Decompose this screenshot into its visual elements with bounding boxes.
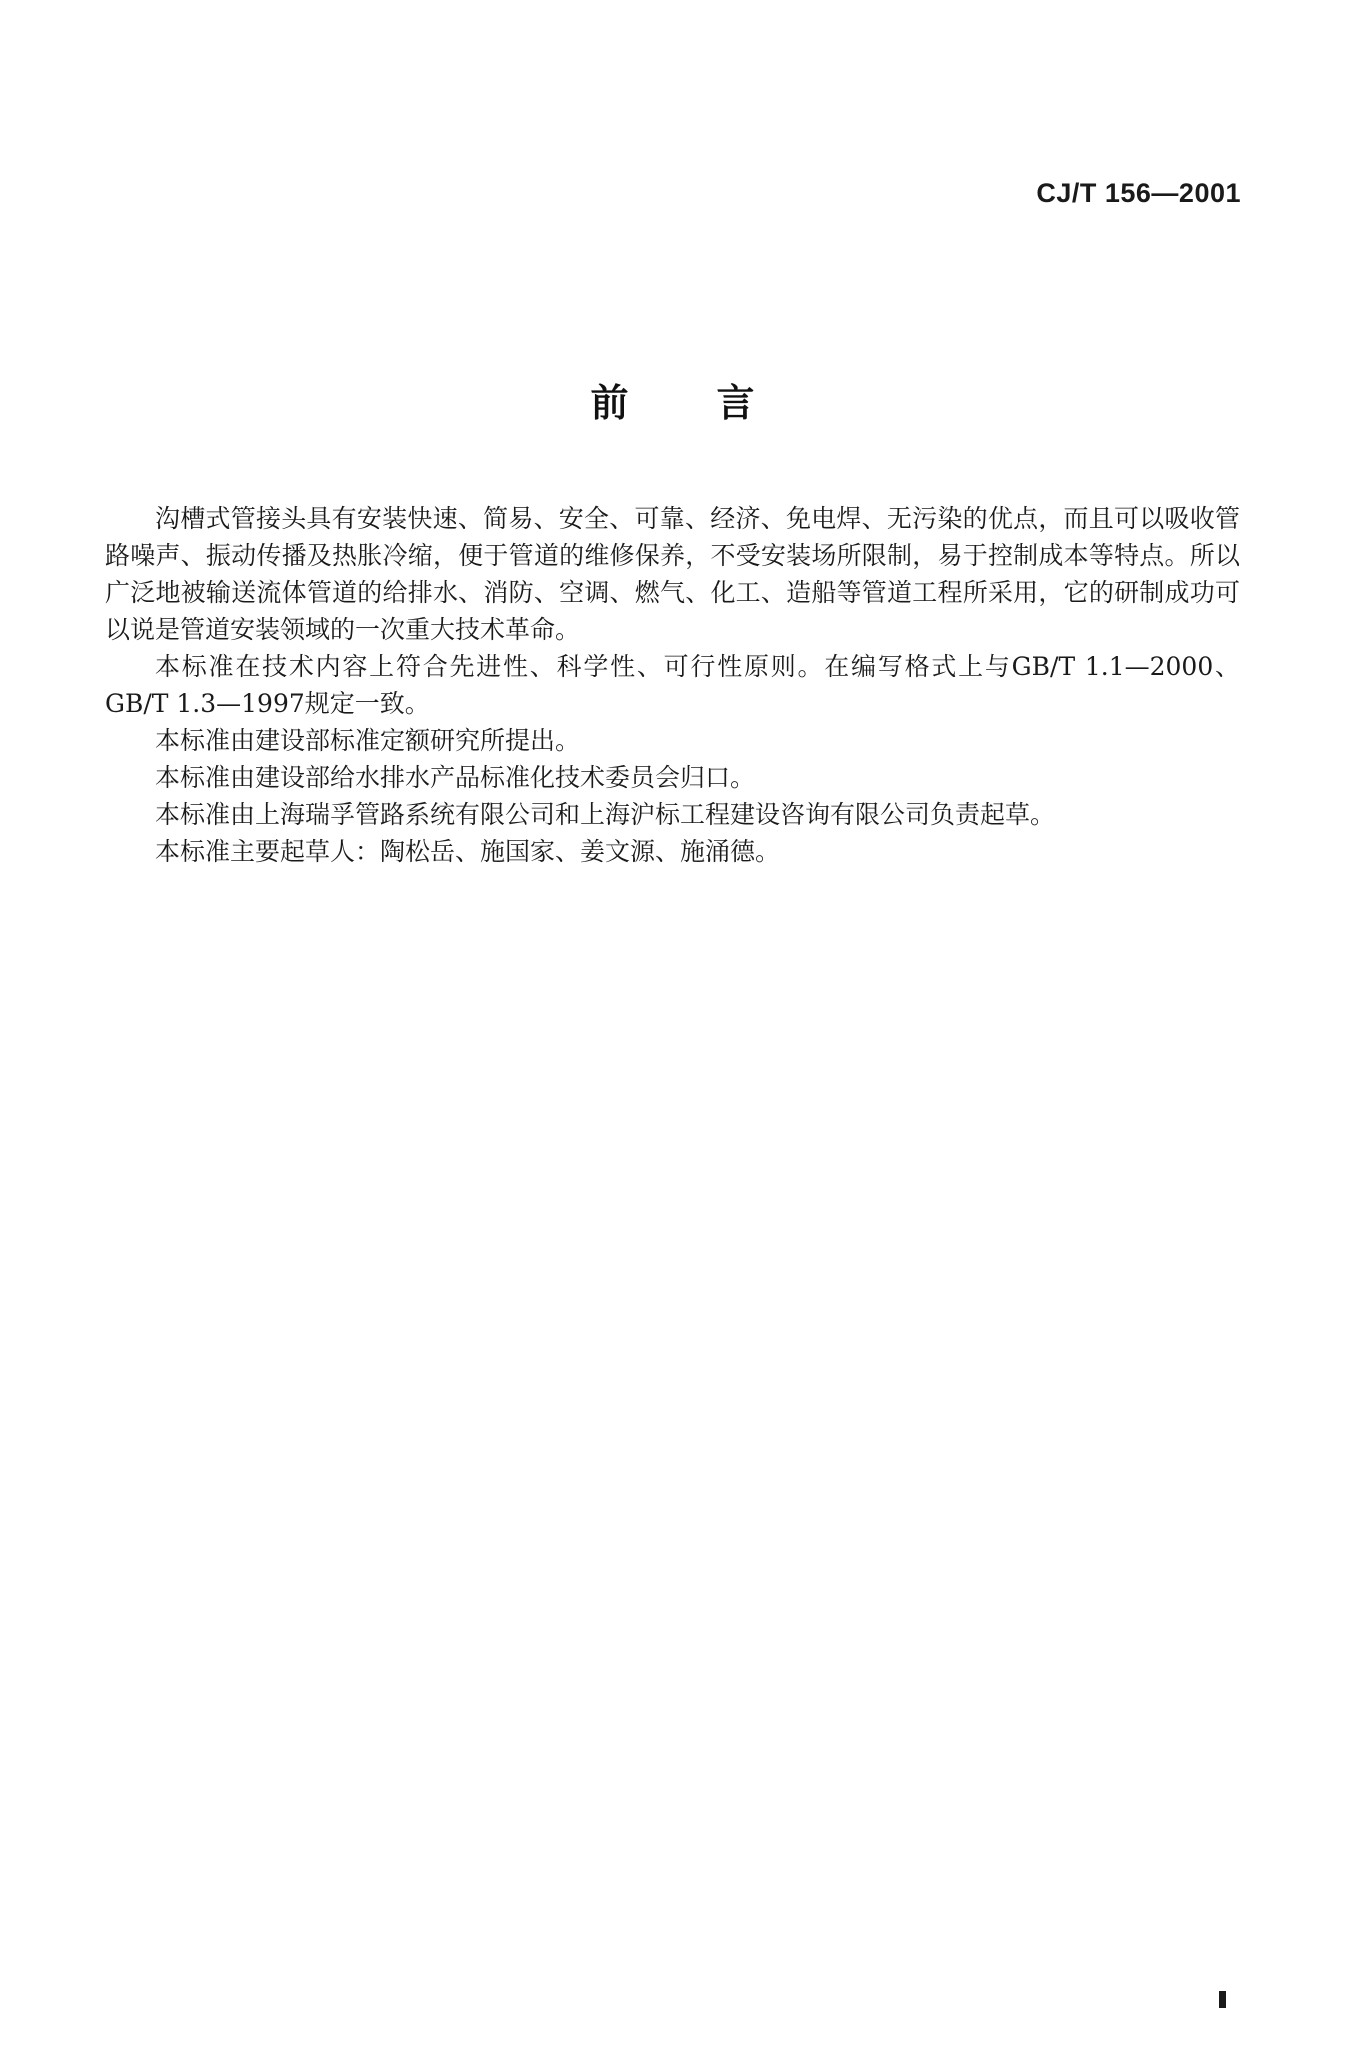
page-title: 前言 bbox=[590, 381, 843, 425]
paragraph-proposer: 本标准由建设部标准定额研究所提出。 bbox=[155, 726, 581, 755]
standard-code: CJ/T 156—2001 bbox=[1036, 178, 1241, 208]
paragraph-format: 本标准在技术内容上符合先进性、科学性、可行性原则。在编写格式上与GB/T 1.1—2000、GB/T 1.3—1997规定一致。 bbox=[105, 652, 1240, 718]
page-number-mark bbox=[1219, 1991, 1226, 2008]
paragraph-intro: 沟槽式管接头具有安装快速、简易、安全、可靠、经济、免电焊、无污染的优点，而且可以吸收管路噪声、振动传播及热胀冷缩，便于管道的维修保养，不受安装场所限制，易于控制成本等特点。所以广泛地被输送流体管道的给排水、消防、空调、燃气、化工、造船等管道工程所采用，它的研制成功可以说是管道安装领域的一次重大技术革命。 bbox=[105, 504, 1240, 644]
paragraph-drafting-units: 本标准由上海瑞孚管路系统有限公司和上海沪标工程建设咨询有限公司负责起草。 bbox=[155, 800, 1056, 829]
foreword-body bbox=[105, 500, 1240, 870]
paragraph-committee: 本标准由建设部给水排水产品标准化技术委员会归口。 bbox=[155, 763, 756, 792]
paragraph-drafters: 本标准主要起草人：陶松岳、施国家、姜文源、施涌德。 bbox=[155, 837, 781, 866]
